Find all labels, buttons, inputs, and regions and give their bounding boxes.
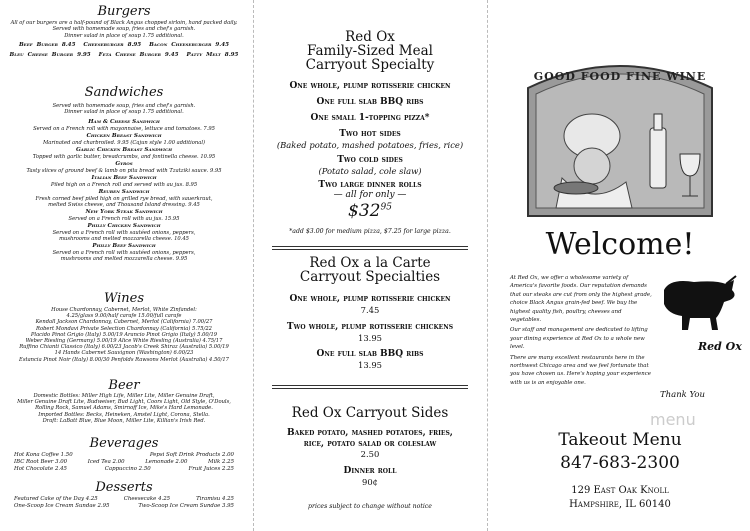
welcome-text: [510, 274, 652, 387]
menu-item: Milk 2.25: [208, 459, 234, 465]
alacarte-item: Two whole, plump rotisserie chickens: [286, 321, 454, 332]
menu-item: Lemonade 2.00: [145, 459, 188, 465]
sandwich-item: [0, 209, 248, 222]
sandwich-item: [0, 175, 248, 188]
sandwich-name: Ham & Cheese Sandwich: [88, 119, 160, 125]
menu-item: Cappuccino 2.50: [104, 466, 151, 472]
for-only-label: — all for only —: [333, 190, 407, 200]
menu-item: Two-Scoop Ice Cream Sundae 3.95: [138, 503, 234, 509]
sandwich-description: mushrooms and melted mozzarella cheese. 9.95: [60, 256, 188, 263]
menu-item: Hot Chocolate 2.45: [14, 466, 67, 472]
alacarte-title: [258, 256, 482, 284]
wines-heading: Wines: [103, 291, 145, 306]
sandwich-description: Fresh corned beef piled high on grilled rye bread, with sauerkraut,: [35, 195, 213, 202]
thank-you-text: Thank You: [660, 390, 706, 400]
sides-items: [258, 428, 482, 487]
phone-number[interactable]: 847-683-2300: [560, 453, 680, 473]
sandwich-item: [0, 147, 248, 160]
family-meal-title: [258, 30, 482, 72]
desserts-heading: Desserts: [95, 480, 153, 495]
burgers-intro: [0, 20, 248, 39]
menu-item: Cheesecake 4.25: [123, 496, 171, 502]
wine-line: Ruffino Chianti Classico (Italy) 6.00/23 Jacob's Creek Shiraz (Australia) 5.00/19: [19, 344, 229, 351]
family-item: Two hot sides: [339, 129, 401, 139]
sandwich-item: [0, 161, 248, 174]
section-divider: [272, 388, 468, 389]
side-item: Dinner roll: [343, 465, 397, 476]
menu-item: Tiramisu 4.25: [196, 496, 234, 502]
welcome-paragraph: Our staff and management are dedicated to lifting your dining experience at Red Ox to a whole new level.: [510, 327, 648, 351]
wine-line: Estancia Pinot Noir (Italy) 8.00/30 Penfolds Rawsons Merlot (Australia) 4.50/17: [19, 356, 229, 363]
sides-title: Red Ox Carryout Sides: [291, 405, 449, 421]
burgers-heading: Burgers: [97, 4, 151, 19]
beverages-list: [0, 452, 248, 473]
menu-item: Bleu Cheese Burger 9.95: [9, 51, 91, 58]
family-item: One whole, plump rotisserie chicken: [289, 81, 451, 91]
address-line: 129 East Oak Knoll: [571, 485, 669, 496]
sandwich-name: Philly Chicken Sandwich: [87, 223, 161, 230]
chef-sign-illustration: [522, 58, 718, 220]
family-item: Two cold sides: [337, 154, 403, 165]
beverage-row: [0, 466, 248, 473]
alacarte-item: One whole, plump rotisserie chicken: [289, 294, 451, 304]
sandwich-item: [0, 189, 248, 208]
menu-item: Cheeseburger 8.95: [83, 42, 142, 48]
welcome-paragraph: At Red Ox, we offer a wholesome variety of America's favorite foods. Our reputation demands that our steaks are cut from only the highest grade, choice Black Angus grain-fed beef. We buy the highest quality fish, poultry, cheeses and vegetables.: [510, 275, 652, 324]
burgers-items: [0, 42, 248, 59]
middle-menu-column: [258, 0, 482, 531]
alacarte-title-line: Carryout Specialties: [299, 269, 441, 285]
sandwiches-intro: [0, 103, 248, 116]
section-divider: [272, 249, 468, 250]
desserts-list: [0, 496, 248, 510]
menu-item: Feta Cheese Burger 9.45: [98, 51, 179, 58]
sandwich-name: Chicken Breast Sandwich: [86, 133, 162, 139]
beer-line: Imported Bottles: Becks, Heineken, Amstel Light, Corona, Stella.: [38, 411, 210, 418]
wine-line: 4.25/glass 9.00/half carafe 15.00/full carafe: [66, 313, 182, 320]
sandwich-description: Served on a French roll with sautéed onions, peppers,: [52, 250, 196, 257]
price-disclaimer: prices subject to change without notice: [308, 503, 432, 510]
wine-line: House Chardonnay, Cabernet, Merlot, White Zinfandel:: [51, 307, 197, 313]
wine-line: Weber Riesling (Germany) 5.00/19 Alice White Riesling (Australia) 4.75/17: [25, 338, 223, 345]
burgers-intro-line: Served with homemade soup, fries and chef's garnish.: [52, 26, 196, 33]
price-cents: 95: [380, 202, 392, 213]
family-item-note: (Potato salad, cole slaw): [318, 165, 422, 176]
sandwich-description: Tasty slices of ground beef & lamb on pita bread with Tzatziki sauce. 9.95: [26, 167, 222, 174]
dessert-row: [0, 496, 248, 503]
welcome-paragraph: There are many excellent restaurants here in the northwest Chicago area and we feel fortunate that you have chosen us. Here's hoping your experience with us is an enjoyable one.: [510, 354, 651, 386]
ox-icon: [654, 270, 738, 342]
takeout-heading: Takeout Menu: [558, 430, 682, 450]
sandwich-description: Piled high on a French roll and served with au jus. 8.95: [50, 181, 198, 188]
sandwiches-heading: Sandwiches: [84, 85, 164, 100]
menu-item: Patty Melt 8.95: [186, 51, 239, 58]
beer-list: [0, 393, 248, 424]
menu-item: Fruit Juices 2.25: [188, 466, 234, 472]
sandwich-name: Garlic Chicken Breast Sandwich: [75, 147, 173, 153]
sandwiches-list: [0, 119, 248, 264]
beer-heading: Beer: [108, 378, 140, 393]
right-welcome-column: [490, 0, 750, 531]
burgers-intro-line: Dinner salad in place of soup 1.75 additional.: [64, 32, 184, 39]
ox-label: Red Ox: [698, 340, 742, 353]
family-title-line: Family-Sized Meal: [307, 43, 433, 59]
alacarte-price: 13.95: [358, 332, 382, 343]
alacarte-price: 13.95: [358, 360, 382, 370]
sandwich-item: [0, 133, 248, 146]
family-price: [258, 201, 482, 221]
watermark: menu: [650, 410, 696, 429]
sandwich-description: Served on a French roll with sautéed onions, peppers,: [52, 230, 196, 236]
menu-item: Hot Kona Coffee 1.50: [14, 452, 73, 458]
menu-item: Featured Cake of the Day 4.25: [14, 496, 98, 502]
side-price: 2.50: [360, 449, 380, 459]
alacarte-items: [258, 293, 482, 371]
wine-line: 14 Hands Cabernet Sauvignon (Washington) 6.00/23: [54, 350, 194, 357]
side-item: Baked potato, mashed potatoes, fries, rice, potato salad or coleslaw: [287, 428, 453, 449]
beverage-row: [0, 452, 248, 459]
menu-item: Pepsi Soft Drink Products 2.00: [149, 452, 234, 458]
beverage-row: [0, 459, 248, 466]
dessert-row: [0, 503, 248, 510]
wines-list: [0, 307, 248, 363]
section-divider: [272, 246, 468, 247]
sandwich-description: melted Swiss cheese, and Thousand Island dressing. 9.45: [48, 202, 200, 208]
sandwich-item: [0, 119, 248, 132]
family-meal-items: [258, 80, 482, 192]
beer-line: Draft: LaBatt Blue, Blue Moon, Miller Lite, Killian's Irish Red.: [42, 417, 206, 424]
beverages-heading: Beverages: [89, 436, 159, 451]
beer-line: Miller Genuine Draft Lite, Budweiser, Bud Light, Coors Light, Old Style, O'Douls,: [17, 399, 231, 406]
sandwich-name: Reuben Sandwich: [98, 189, 150, 195]
sandwich-name: Gyros: [115, 161, 133, 167]
beer-line: Domestic Bottles: Miller High Life, Miller Lite, Miller Genuine Draft,: [33, 393, 215, 399]
sandwich-item: [0, 223, 248, 242]
sandwiches-intro-line: Dinner salad in place of soup 1.75 additional.: [64, 109, 184, 116]
left-menu-column: [0, 0, 248, 531]
pizza-upgrade-note: *add $3.00 for medium pizza, $7.25 for large pizza.: [289, 228, 451, 235]
sandwich-description: Served on a French roll with mayonnaise, lettuce and tomatoes. 7.95: [33, 125, 215, 132]
family-title-line: Red Ox: [345, 29, 395, 45]
menu-item: IBC Root Beer 3.00: [14, 459, 68, 465]
sign-text: GOOD FOOD FINE WINE: [533, 70, 707, 83]
menu-item: One-Scoop Ice Cream Sundae 2.95: [14, 503, 110, 509]
sandwich-name: New York Steak Sandwich: [85, 209, 163, 216]
wine-line: Robert Mondavi Private Selection Chardonnay (California) 5.75/22: [36, 325, 212, 332]
wine-line: Kendall Jackson Chardonnay, Cabernet, Merlot (California) 7.00/27: [35, 319, 213, 326]
alacarte-title-line: Red Ox a la Carte: [309, 255, 431, 271]
family-item: One small 1-topping pizza*: [310, 113, 430, 123]
sandwich-item: [0, 243, 248, 262]
family-item-note: (Baked potato, mashed potatoes, fries, rice): [276, 140, 464, 150]
alacarte-item: One full slab BBQ ribs: [316, 349, 424, 359]
address-line: Hampshire, IL 60140: [569, 499, 671, 510]
menu-item: Beef Burger 8.45: [18, 42, 76, 48]
burgers-intro-line: All of our burgers are a half-pound of Black Angus chopped sirloin, hand packed daily.: [10, 20, 238, 26]
sandwich-description: mushrooms and melted mozzarella cheese. 10.45: [59, 236, 189, 243]
alacarte-price: 7.45: [360, 305, 380, 315]
sandwich-description: Served on a French roll with au jus. 15.95: [68, 216, 180, 222]
price-dollars: $32: [348, 201, 381, 221]
sandwich-name: Philly Beef Sandwich: [92, 243, 156, 250]
sandwich-description: Marinated and charbroiled. 9.95 (Cajun style 1.00 additional): [42, 139, 206, 146]
beer-line: Rolling Rock, Samuel Adams, Smirnoff Ice, Mike's Hard Lemonade.: [35, 405, 213, 412]
sandwich-name: Italian Beef Sandwich: [91, 175, 157, 181]
menu-item: Bacon Cheeseburger 9.45: [149, 42, 230, 48]
side-price: 90¢: [362, 476, 378, 487]
welcome-heading: Welcome!: [545, 227, 695, 262]
wine-line: Placido Pinot Grigio (Italy) 5.00/19 Arancio Pinot Grigio (Italy) 5.00/19: [30, 331, 218, 338]
menu-item: Iced Tea 2.00: [87, 459, 125, 465]
sandwiches-intro-line: Served with homemade soup, fries and chef's garnish.: [52, 103, 196, 109]
family-item: Two large dinner rolls: [318, 180, 422, 190]
family-item: One full slab BBQ ribs: [316, 97, 424, 107]
section-divider: [272, 385, 468, 386]
sandwich-description: Topped with garlic butter, breadcrumbs, and fontinella cheese. 10.95: [32, 153, 216, 160]
family-title-line: Carryout Specialty: [305, 57, 435, 73]
